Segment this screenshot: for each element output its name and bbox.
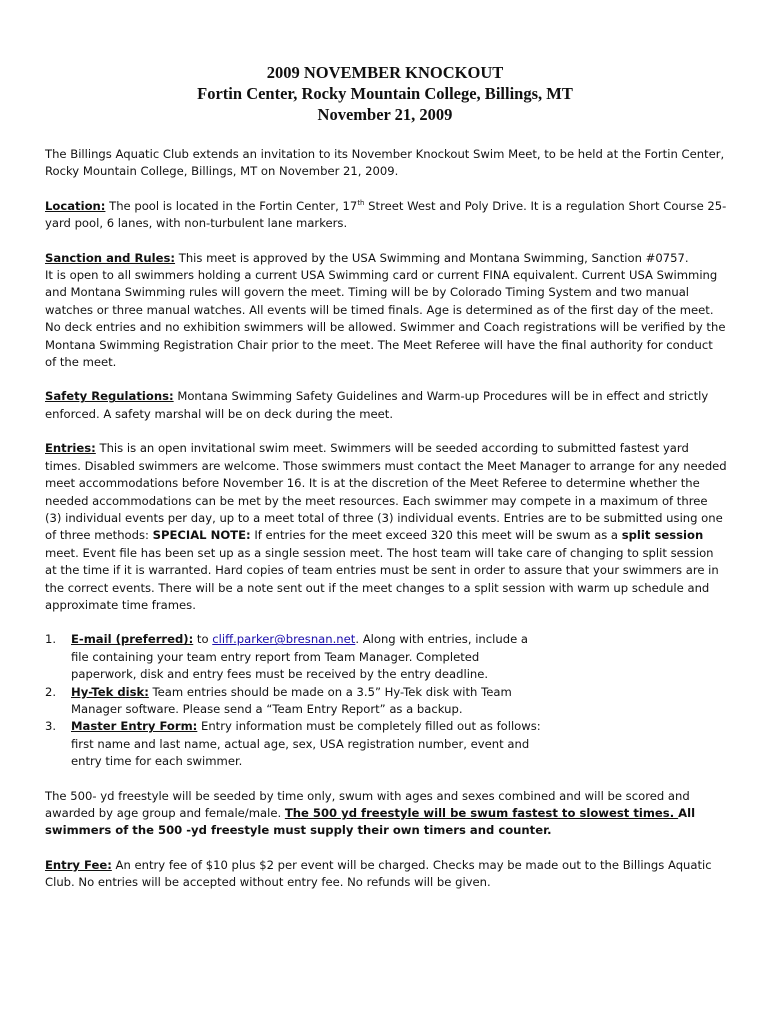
method-label: Hy-Tek disk: xyxy=(71,684,149,699)
meet-title: 2009 NOVEMBER KNOCKOUT xyxy=(266,63,504,82)
list-item xyxy=(45,684,541,719)
freestyle-bold-note: All swimmers of the 500 -yd freestyle must supply their own timers and counter. xyxy=(45,806,696,838)
entries-text-2: If entries for the meet exceed 320 this meet will be swum as a xyxy=(250,528,622,543)
list-item xyxy=(45,718,541,770)
safety-text: Montana Swimming Safety Guidelines and Warm-up Procedures will be in effect and strictly enforced. A safety marshal will be on deck during the meet. xyxy=(45,389,709,421)
method-label: E-mail (preferred): xyxy=(71,632,194,647)
sanction-label: Sanction and Rules: xyxy=(45,250,176,265)
entry-methods-list xyxy=(45,631,727,770)
entry-fee-paragraph xyxy=(45,857,727,892)
meet-date: November 21, 2009 xyxy=(317,105,453,124)
safety-label: Safety Regulations: xyxy=(45,389,174,404)
entries-text-3: meet. Event file has been set up as a single session meet. The host team will take care of changing to split session at the time if it is warranted. Hard copies of team entries must be sent in order to assure that your swimmers are in the correct events. There will be a note sent out if the meet changes to a split session with warm up schedule and approximate time frames. xyxy=(45,545,719,612)
method-number: 3. xyxy=(45,719,57,734)
list-item xyxy=(45,631,541,683)
location-label: Location: xyxy=(45,198,106,213)
location-text-before: The pool is located in the Fortin Center, 17 xyxy=(105,198,358,213)
special-note-label: SPECIAL NOTE: xyxy=(152,528,251,543)
email-link[interactable]: cliff.parker@bresnan.net xyxy=(212,632,356,647)
location-superscript: th xyxy=(357,198,365,207)
location-paragraph xyxy=(45,198,727,233)
method-text: Team entries should be made on a 3.5” Hy-Tek disk with Team Manager software. Please send a “Team Entry Report” as a backup. xyxy=(71,684,512,716)
entry-fee-label: Entry Fee: xyxy=(45,857,112,872)
intro-text: The Billings Aquatic Club extends an invitation to its November Knockout Swim Meet, to be held at the Fortin Center, Rocky Mountain College, Billings, MT on November 21, 2009. xyxy=(45,147,725,179)
safety-paragraph xyxy=(45,388,727,423)
method-number: 2. xyxy=(45,684,57,699)
method-text: Entry information must be completely filled out as follows: first name and last name, actual age, sex, USA registration number, event and entry time for each swimmer. xyxy=(71,719,541,769)
intro-paragraph xyxy=(45,146,727,181)
entry-fee-text: An entry fee of $10 plus $2 per event will be charged. Checks may be made out to the Billings Aquatic Club. No entries will be accepted without entry fee. No refunds will be given. xyxy=(45,857,712,890)
method-label: Master Entry Form: xyxy=(71,719,198,734)
entries-paragraph xyxy=(45,440,727,614)
split-session-label: split session xyxy=(621,528,704,543)
document-header xyxy=(0,62,770,125)
method-text: . Along with entries, include a file containing your team entry report from Team Manager. Completed paperwork, disk and entry fees must be received by the entry deadline. xyxy=(71,632,528,682)
location-text-after: Street West and Poly Drive. It is a regulation Short Course 25-yard pool, 6 lanes, with non-turbulent lane markers. xyxy=(45,198,727,231)
freestyle-text: The 500- yd freestyle will be seeded by time only, swum with ages and sexes combined and will be scored and awarded by age group and female/male. xyxy=(45,788,690,820)
sanction-text-1: This meet is approved by the USA Swimming and Montana Swimming, Sanction #0757. xyxy=(175,250,689,265)
freestyle-underlined-note: The 500 yd freestyle will be swum fastest to slowest times. xyxy=(284,806,679,820)
method-number: 1. xyxy=(45,632,57,647)
document-body xyxy=(45,146,727,909)
sanction-paragraph xyxy=(45,250,727,372)
meet-venue: Fortin Center, Rocky Mountain College, Billings, MT xyxy=(197,84,573,103)
sanction-text-2: It is open to all swimmers holding a current USA Swimming card or current FINA equivalent. Current USA Swimming and Montana Swimming rules will govern the meet. Timing will be by Colorado Timing System and two manual watches or three manual watches. All events will be timed finals. Age is determined as of the first day of the meet. No deck entries and no exhibition swimmers will be allowed. Swimmer and Coach registrations will be verified by the Montana Swimming Registration Chair prior to the meet. The Meet Referee will have the final authority for conduct of the meet. xyxy=(45,268,726,370)
entries-text-1: This is an open invitational swim meet. Swimmers will be seeded according to submitted fastest yard times. Disabled swimmers are welcome. Those swimmers must contact the Meet Manager to arrange for any needed meet accommodations before November 16. It is at the discretion of the Meet Referee to determine whether the needed accommodations can be met by the meet resources. Each swimmer may compete in a maximum of three (3) individual events per day, up to a meet total of three (3) individual events. Entries are to be submitted using one of three methods: xyxy=(45,441,727,543)
entries-label: Entries: xyxy=(45,441,96,456)
method-text: to xyxy=(193,632,213,647)
freestyle-paragraph xyxy=(45,788,727,840)
